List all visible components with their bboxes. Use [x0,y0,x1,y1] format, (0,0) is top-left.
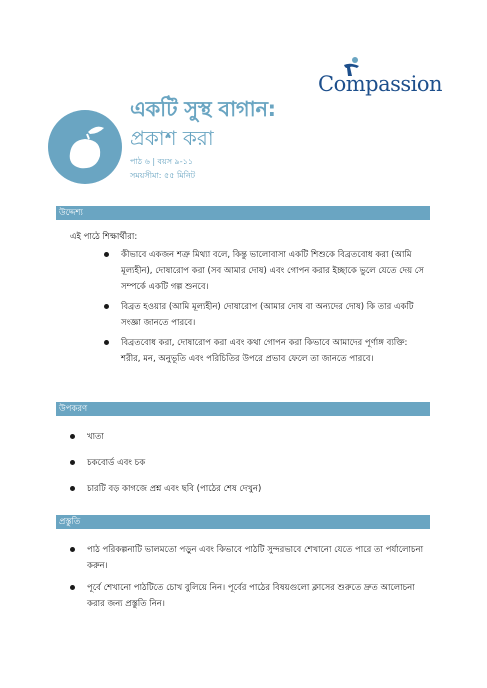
page-title: একটি সুস্থ বাগান: [130,97,276,121]
materials-list [70,429,426,497]
lesson-info: পাঠ ৬ | বয়স ৯-১১ [130,157,194,166]
list-item: পূর্বে শেখানো পাঠটিতে চোখ বুলিয়ে নিন। পূর্বের পাঠের বিষয়গুলো ক্লাসের শুরুতে দ্রুত আলোচনা করার জন্য প্রস্তুতি নিন। [70,580,426,612]
bullet-icon [104,304,109,309]
materials-heading: উপকরণ [56,402,430,416]
list-item: কীভাবে একজন শত্রু মিথ্যা বলে, কিন্তু ভালোবাসা একটি শিশুকে বিব্রতবোধ করা (আমি মূল্যহীন), দোষারোপ করা (সব আমার দোষ) এবং গোপন করার ইচ্ছাকে ভুলে যেতে দেয় সে সম্পর্কে একটি গল্প শুনবে। [104,247,426,295]
bullet-icon [70,547,75,552]
list-item: খাতা [70,429,426,445]
mango-icon [48,110,122,184]
lesson-badge [48,110,122,184]
logo-wordmark: Compassion [318,72,443,96]
bullet-icon [104,252,109,257]
list-item: বিব্রত হওয়ার (আমি মূল্যহীন) দোষারোপ (আমার দোষ বা অন্যদের দোষ) কি তার একটি সংজ্ঞা জানতে পারবে। [104,299,426,331]
preparation-list [70,542,426,612]
list-item: বিব্রতবোধ করা, দোষারোপ করা এবং কথা গোপন করা কিভাবে আমাদের পূর্ণাঙ্গ ব্যক্তি: শরীর, মন, অনুভূতি এবং পরিচিতির উপরে প্রভাব ফেলে তা জানতে পারবে। [104,335,426,367]
bullet-icon [70,486,75,491]
page-subtitle: প্রকাশ করা [130,126,214,150]
objective-heading: উদ্দেশ্য [56,206,430,220]
duration-info: সময়সীমা: ৫৫ মিনিট [130,171,196,180]
list-item: পাঠ পরিকল্পনাটি ভালমতো পড়ুন এবং কিভাবে পাঠটি সুন্দরভাবে শেখানো যেতে পারে তা পর্যালোচনা করুন। [70,542,426,574]
bullet-icon [104,340,109,345]
objective-intro: এই পাঠে শিক্ষার্থীরা: [70,232,138,242]
objective-list [104,247,426,367]
compassion-logo [318,56,443,100]
preparation-heading: প্রস্তুতি [56,515,430,529]
bullet-icon [70,434,75,439]
list-item: চারটি বড় কাগজে প্রশ্ন এবং ছবি (পাঠের শেষ দেখুন) [70,481,426,497]
bullet-icon [70,460,75,465]
list-item: চকবোর্ড এবং চক [70,455,426,471]
bullet-icon [70,585,75,590]
